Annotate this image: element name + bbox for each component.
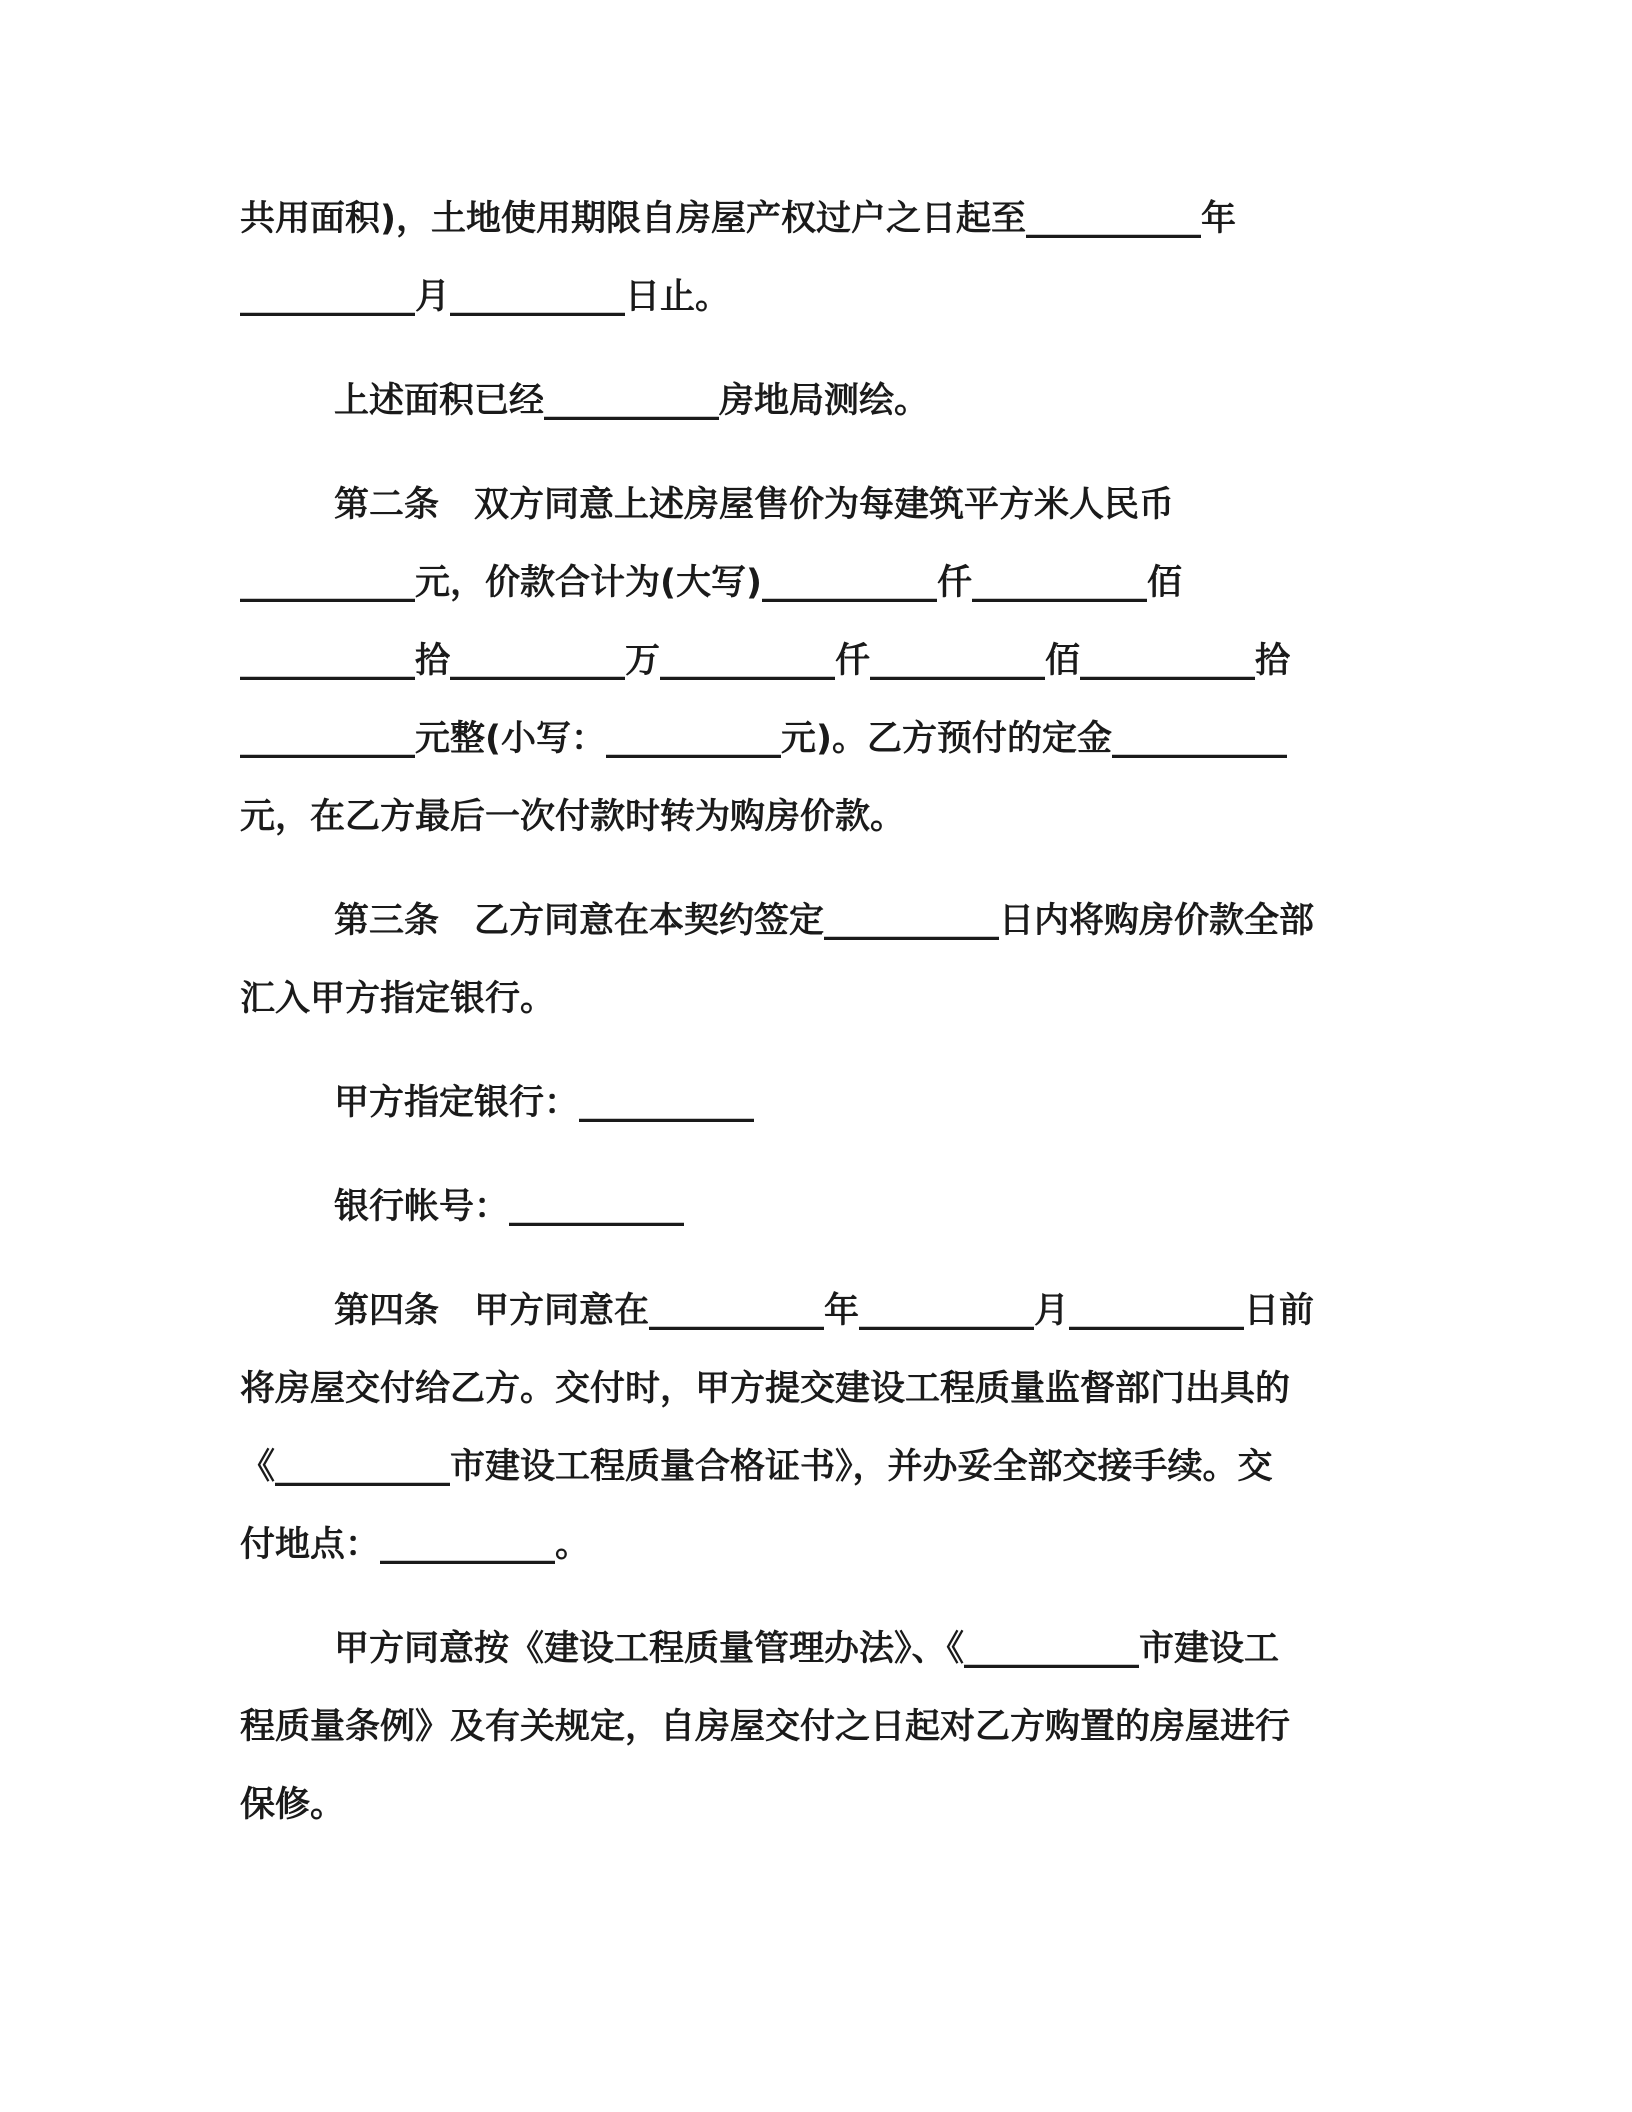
text-line: 第二条 双方同意上述房屋售价为每建筑平方米人民币 (334, 485, 1175, 525)
text-line: 第四条 甲方同意在__________年__________月__________日前 (334, 1291, 1315, 1331)
text-line: 汇入甲方指定银行。 (240, 979, 556, 1019)
text-line: 甲方指定银行：__________ (334, 1083, 755, 1123)
text-line: 保修。 (240, 1785, 346, 1825)
paragraph-article-2 (240, 466, 1400, 856)
text-line: 《__________市建设工程质量合格证书》，并办妥全部交接手续。交 (240, 1447, 1273, 1487)
text-line: 共用面积)，土地使用期限自房屋产权过户之日起至__________年 (240, 199, 1236, 239)
text-line: 上述面积已经__________房地局测绘。 (334, 381, 930, 421)
text-line: 程质量条例》及有关规定，自房屋交付之日起对乙方购置的房屋进行 (240, 1707, 1291, 1747)
text-line: __________元，价款合计为(大写)__________仟__________佰 (240, 563, 1182, 603)
paragraph-area-survey (240, 362, 1400, 440)
text-line: __________月__________日止。 (240, 277, 731, 317)
paragraph-article-4 (240, 1272, 1400, 1584)
paragraph-land-term (240, 180, 1400, 336)
text-line: 银行帐号：__________ (334, 1187, 685, 1227)
text-line: 付地点：__________。 (240, 1525, 591, 1565)
text-line: 甲方同意按《建设工程质量管理办法》、《__________市建设工 (334, 1629, 1280, 1669)
text-line: __________拾__________万__________仟__________佰__________拾 (240, 641, 1291, 681)
paragraph-bank-name (240, 1064, 1400, 1142)
text-line: 将房屋交付给乙方。交付时，甲方提交建设工程质量监督部门出具的 (240, 1369, 1291, 1409)
text-line: 元，在乙方最后一次付款时转为购房价款。 (240, 797, 906, 837)
paragraph-warranty (240, 1610, 1400, 1844)
document-body (240, 180, 1400, 1844)
paragraph-article-3 (240, 882, 1400, 1038)
text-line: 第三条 乙方同意在本契约签定__________日内将购房价款全部 (334, 901, 1315, 941)
paragraph-bank-account (240, 1168, 1400, 1246)
text-line: __________元整(小写：__________元)。乙方预付的定金__________ (240, 719, 1287, 759)
